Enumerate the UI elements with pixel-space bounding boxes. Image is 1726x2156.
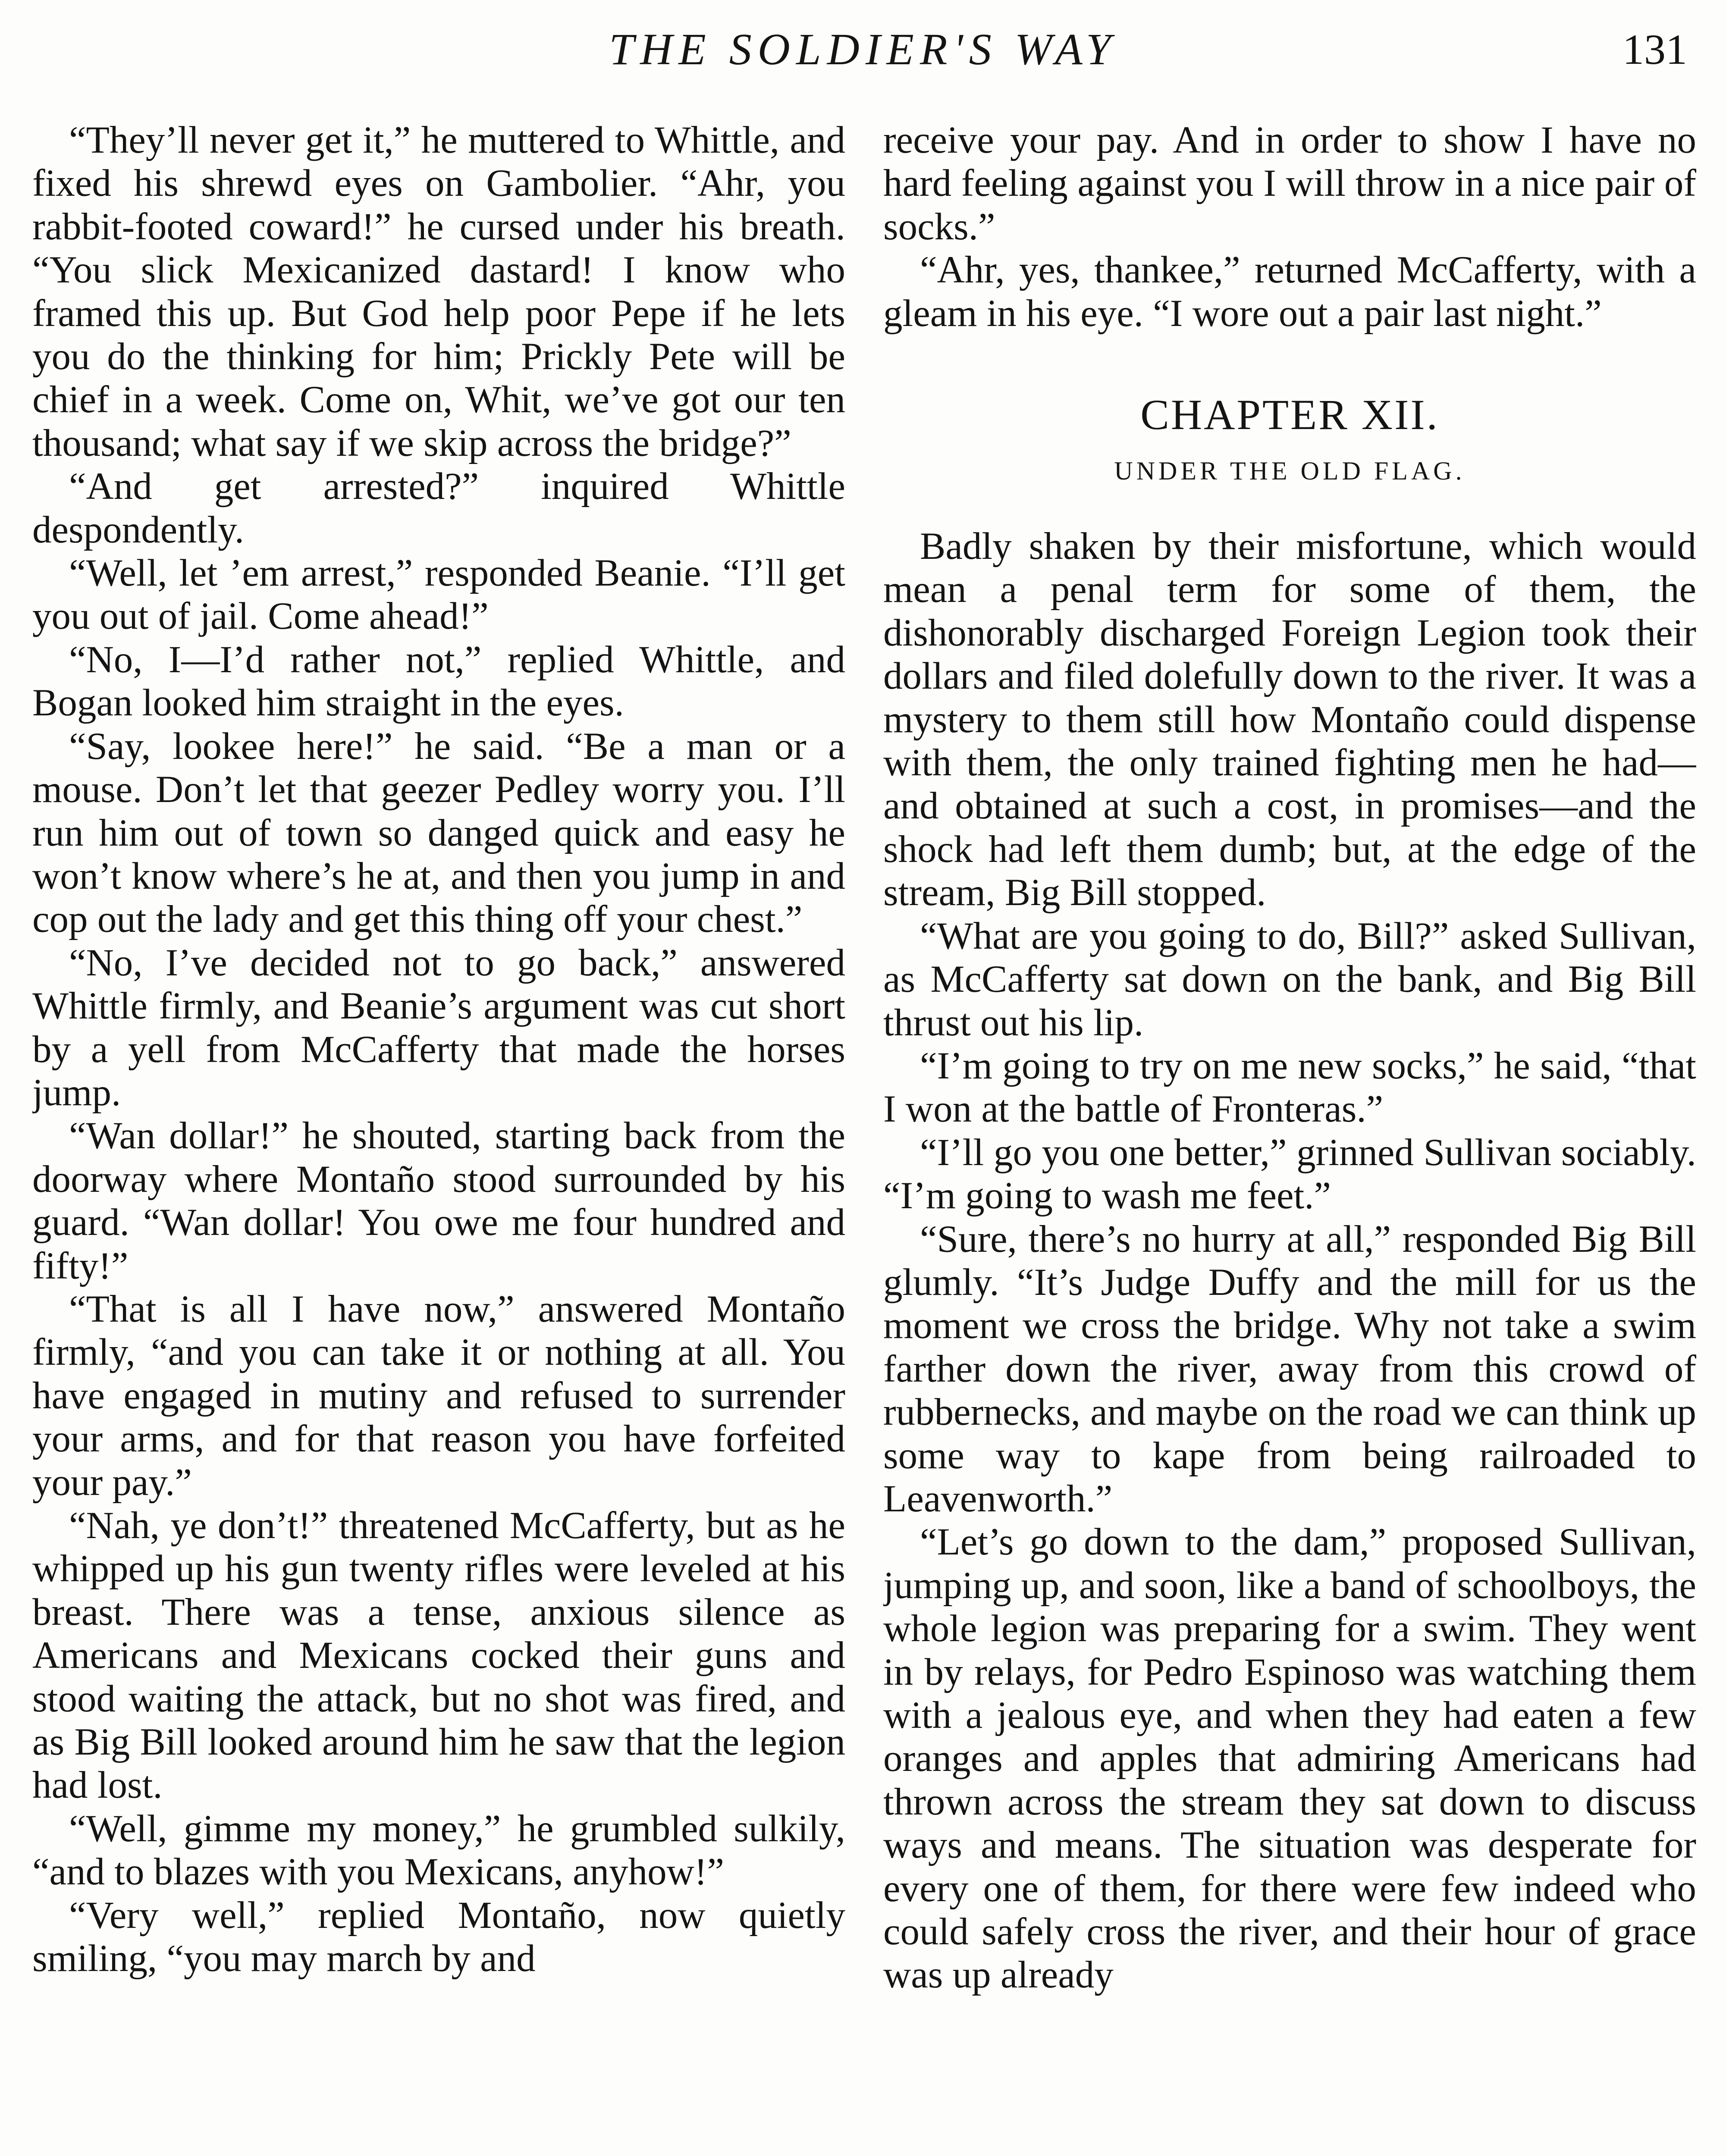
left-column <box>32 119 845 2156</box>
chapter-heading: CHAPTER XII. <box>1140 391 1439 439</box>
paragraph: “Wan dollar!” he shouted, starting back from the doorway where Montaño stood surrounded by his guard. “Wan dollar! You owe me four hundred and fifty!” <box>32 1115 845 1287</box>
paragraph: “And get arrested?” inquired Whittle despondently. <box>32 465 845 551</box>
chapter-subtitle: UNDER THE OLD FLAG. <box>1114 457 1466 486</box>
paragraph: “Let’s go down to the dam,” proposed Sullivan, jumping up, and soon, like a band of schoolboys, the whole legion was preparing for a swim. They went in by relays, for Pedro Espinoso was watching them with a jealous eye, and when they had eaten a few oranges and apples that admiring Americans had thrown across the stream they sat down to discuss ways and means. The situation was desperate for every one of them, for there were few indeed who could safely cross the river, and their hour of grace was up already <box>883 1521 1696 1996</box>
paragraph: Badly shaken by their misfortune, which would mean a penal term for some of them, the dishonorably discharged Foreign Legion took their dollars and filed dolefully down to the river. It was a mystery to them still how Montaño could dispense with them, the only trained fighting men he had—and obtained at such a cost, in promises—and the shock had left them dumb; but, at the edge of the stream, Big Bill stopped. <box>883 525 1696 914</box>
paragraph: “Very well,” replied Montaño, now quietly smiling, “you may march by and <box>32 1894 845 1980</box>
paragraph: “What are you going to do, Bill?” asked Sullivan, as McCafferty sat down on the bank, and Big Bill thrust out his lip. <box>883 915 1696 1044</box>
running-head <box>0 17 1726 82</box>
page-number: 131 <box>1622 25 1687 73</box>
paragraph: “No, I—I’d rather not,” replied Whittle, and Bogan looked him straight in the eyes. <box>32 638 845 724</box>
paragraph: “Well, let ’em arrest,” responded Beanie. “I’ll get you out of jail. Come ahead!” <box>32 552 845 638</box>
paragraph: “I’ll go you one better,” grinned Sullivan sociably. “I’m going to wash me feet.” <box>883 1131 1696 1217</box>
paragraph: “Well, gimme my money,” he grumbled sulkily, “and to blazes with you Mexicans, anyhow!” <box>32 1807 845 1893</box>
right-column <box>883 119 1696 2156</box>
paragraph: receive your pay. And in order to show I have no hard feeling against you I will throw in a nice pair of socks.” <box>883 119 1696 248</box>
paragraph: “Say, lookee here!” he said. “Be a man or a mouse. Don’t let that geezer Pedley worry you. I’ll run him out of town so danged quick and easy he won’t know where’s he at, and then you jump in and cop out the lady and get this thing off your chest.” <box>32 725 845 941</box>
paragraph: “Nah, ye don’t!” threatened McCafferty, but as he whipped up his gun twenty rifles were leveled at his breast. There was a tense, anxious silence as Americans and Mexicans cocked their guns and stood waiting the attack, but no shot was fired, and as Big Bill looked around him he saw that the legion had lost. <box>32 1504 845 1807</box>
chapter-heading-block <box>883 387 1696 495</box>
paragraph: “They’ll never get it,” he muttered to Whittle, and fixed his shrewd eyes on Gambolier. “Ahr, you rabbit-footed coward!” he cursed under his breath. “You slick Mexicanized dastard! I know who framed this up. But God help poor Pepe if he lets you do the thinking for him; Prickly Pete will be chief in a week. Come on, Whit, we’ve got our ten thousand; what say if we skip across the bridge?” <box>32 119 845 464</box>
paragraph: “No, I’ve decided not to go back,” answered Whittle firmly, and Beanie’s argument was cut short by a yell from McCafferty that made the horses jump. <box>32 941 845 1114</box>
paragraph: “Ahr, yes, thankee,” returned McCafferty, with a gleam in his eye. “I wore out a pair last night.” <box>883 249 1696 335</box>
paragraph: “Sure, there’s no hurry at all,” responded Big Bill glumly. “It’s Judge Duffy and the mill for us the moment we cross the bridge. Why not take a swim farther down the river, away from this crowd of rubbernecks, and maybe on the road we can think up some way to kape from being railroaded to Leavenworth.” <box>883 1218 1696 1520</box>
paragraph: “That is all I have now,” answered Montaño firmly, “and you can take it or nothing at all. You have engaged in mutiny and refused to surrender your arms, and for that reason you have forfeited your pay.” <box>32 1288 845 1504</box>
paragraph: “I’m going to try on me new socks,” he said, “that I won at the battle of Fronteras.” <box>883 1044 1696 1131</box>
running-title: THE SOLDIER'S WAY <box>609 25 1117 74</box>
